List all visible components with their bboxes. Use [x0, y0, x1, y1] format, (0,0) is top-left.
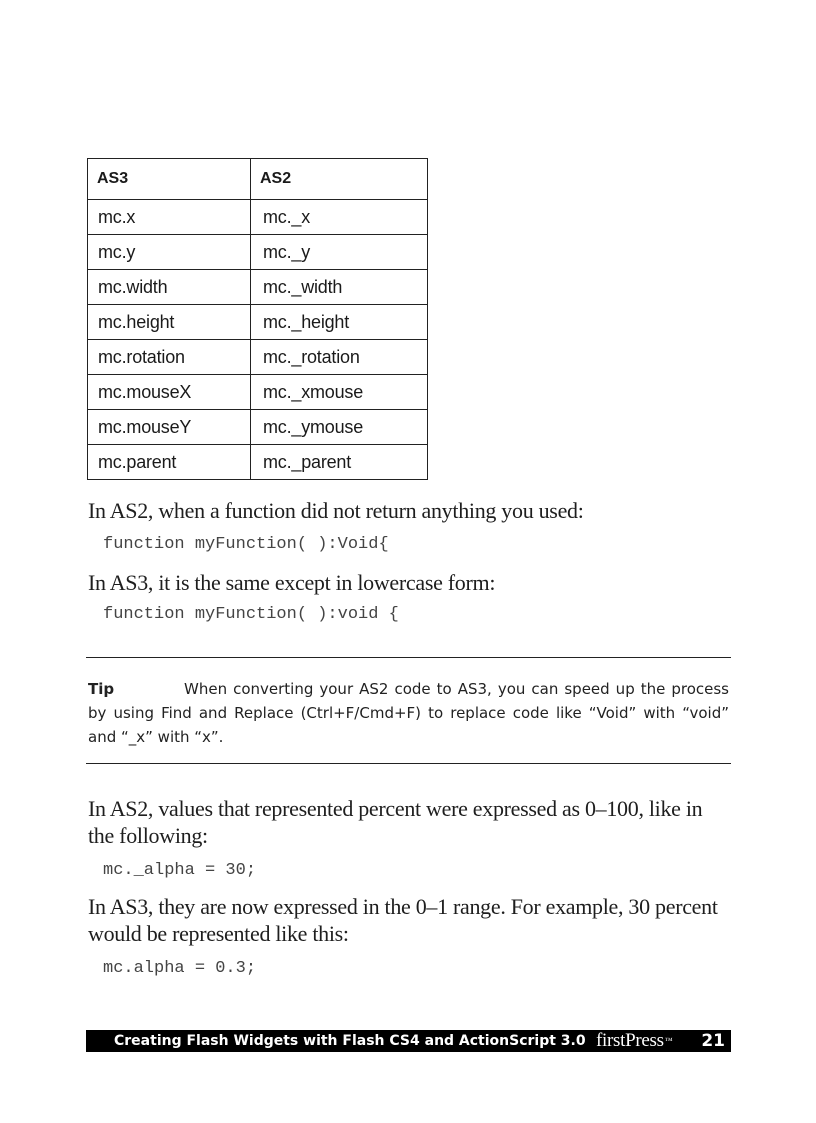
paragraph-as2-percent: In AS2, values that represented percent were expressed as 0–100, like in the following:	[88, 796, 703, 848]
tip-top-rule	[86, 657, 731, 658]
table-cell-as2: mc._rotation	[251, 340, 428, 375]
table-cell-as3: mc.y	[88, 235, 251, 270]
tip-text: When converting your AS2 code to AS3, you can speed up the process by using Find and Replace (Ctrl+F/Cmd+F) to replace code like “Void” with “void” and “_x” with “x”.	[88, 680, 729, 746]
table-row	[88, 305, 428, 340]
paragraph-as3-percent: In AS3, they are now expressed in the 0–1 range. For example, 30 percent would be represented like this:	[88, 894, 718, 946]
table-row	[88, 445, 428, 480]
paragraph-as3-void: In AS3, it is the same except in lowercase form:	[88, 570, 496, 595]
table-cell-as3: mc.width	[88, 270, 251, 305]
page-number: 21	[701, 1031, 725, 1051]
paragraph-as2-void: In AS2, when a function did not return anything you used:	[88, 498, 584, 523]
table-row	[88, 200, 428, 235]
table-row	[88, 340, 428, 375]
table-cell-as3: mc.rotation	[88, 340, 251, 375]
table-cell-as2: mc._y	[251, 235, 428, 270]
table-cell-as2: mc._xmouse	[251, 375, 428, 410]
table-row	[88, 270, 428, 305]
table-cell-as3: mc.height	[88, 305, 251, 340]
table-cell-as3: mc.parent	[88, 445, 251, 480]
tip-label: Tip	[88, 680, 115, 698]
table-cell-as3: mc.mouseY	[88, 410, 251, 445]
table-cell-as3: mc.x	[88, 200, 251, 235]
column-header-as2: AS2	[251, 159, 428, 200]
table-row	[88, 410, 428, 445]
page-footer	[86, 1030, 731, 1052]
footer-book-title: Creating Flash Widgets with Flash CS4 and ActionScript 3.0	[114, 1033, 586, 1049]
table-row	[88, 235, 428, 270]
trademark-symbol: ™	[664, 1036, 673, 1045]
table-cell-as2: mc._parent	[251, 445, 428, 480]
table-cell-as3: mc.mouseX	[88, 375, 251, 410]
publisher-logo	[596, 1031, 672, 1051]
code-as3-alpha: mc.alpha = 0.3;	[103, 959, 257, 978]
table-cell-as2: mc._height	[251, 305, 428, 340]
column-header-as3: AS3	[88, 159, 251, 200]
table-row	[88, 375, 428, 410]
table-header-row	[88, 159, 428, 200]
code-as2-alpha: mc._alpha = 30;	[103, 861, 257, 880]
table-cell-as2: mc._width	[251, 270, 428, 305]
code-as2-void: function myFunction( ):Void{	[103, 535, 389, 554]
tip-bottom-rule	[86, 763, 731, 764]
property-comparison-table	[87, 158, 428, 480]
table-cell-as2: mc._x	[251, 200, 428, 235]
table-cell-as2: mc._ymouse	[251, 410, 428, 445]
code-as3-void: function myFunction( ):void {	[103, 605, 399, 624]
publisher-name: firstPress	[596, 1030, 664, 1051]
tip-box	[88, 677, 729, 749]
